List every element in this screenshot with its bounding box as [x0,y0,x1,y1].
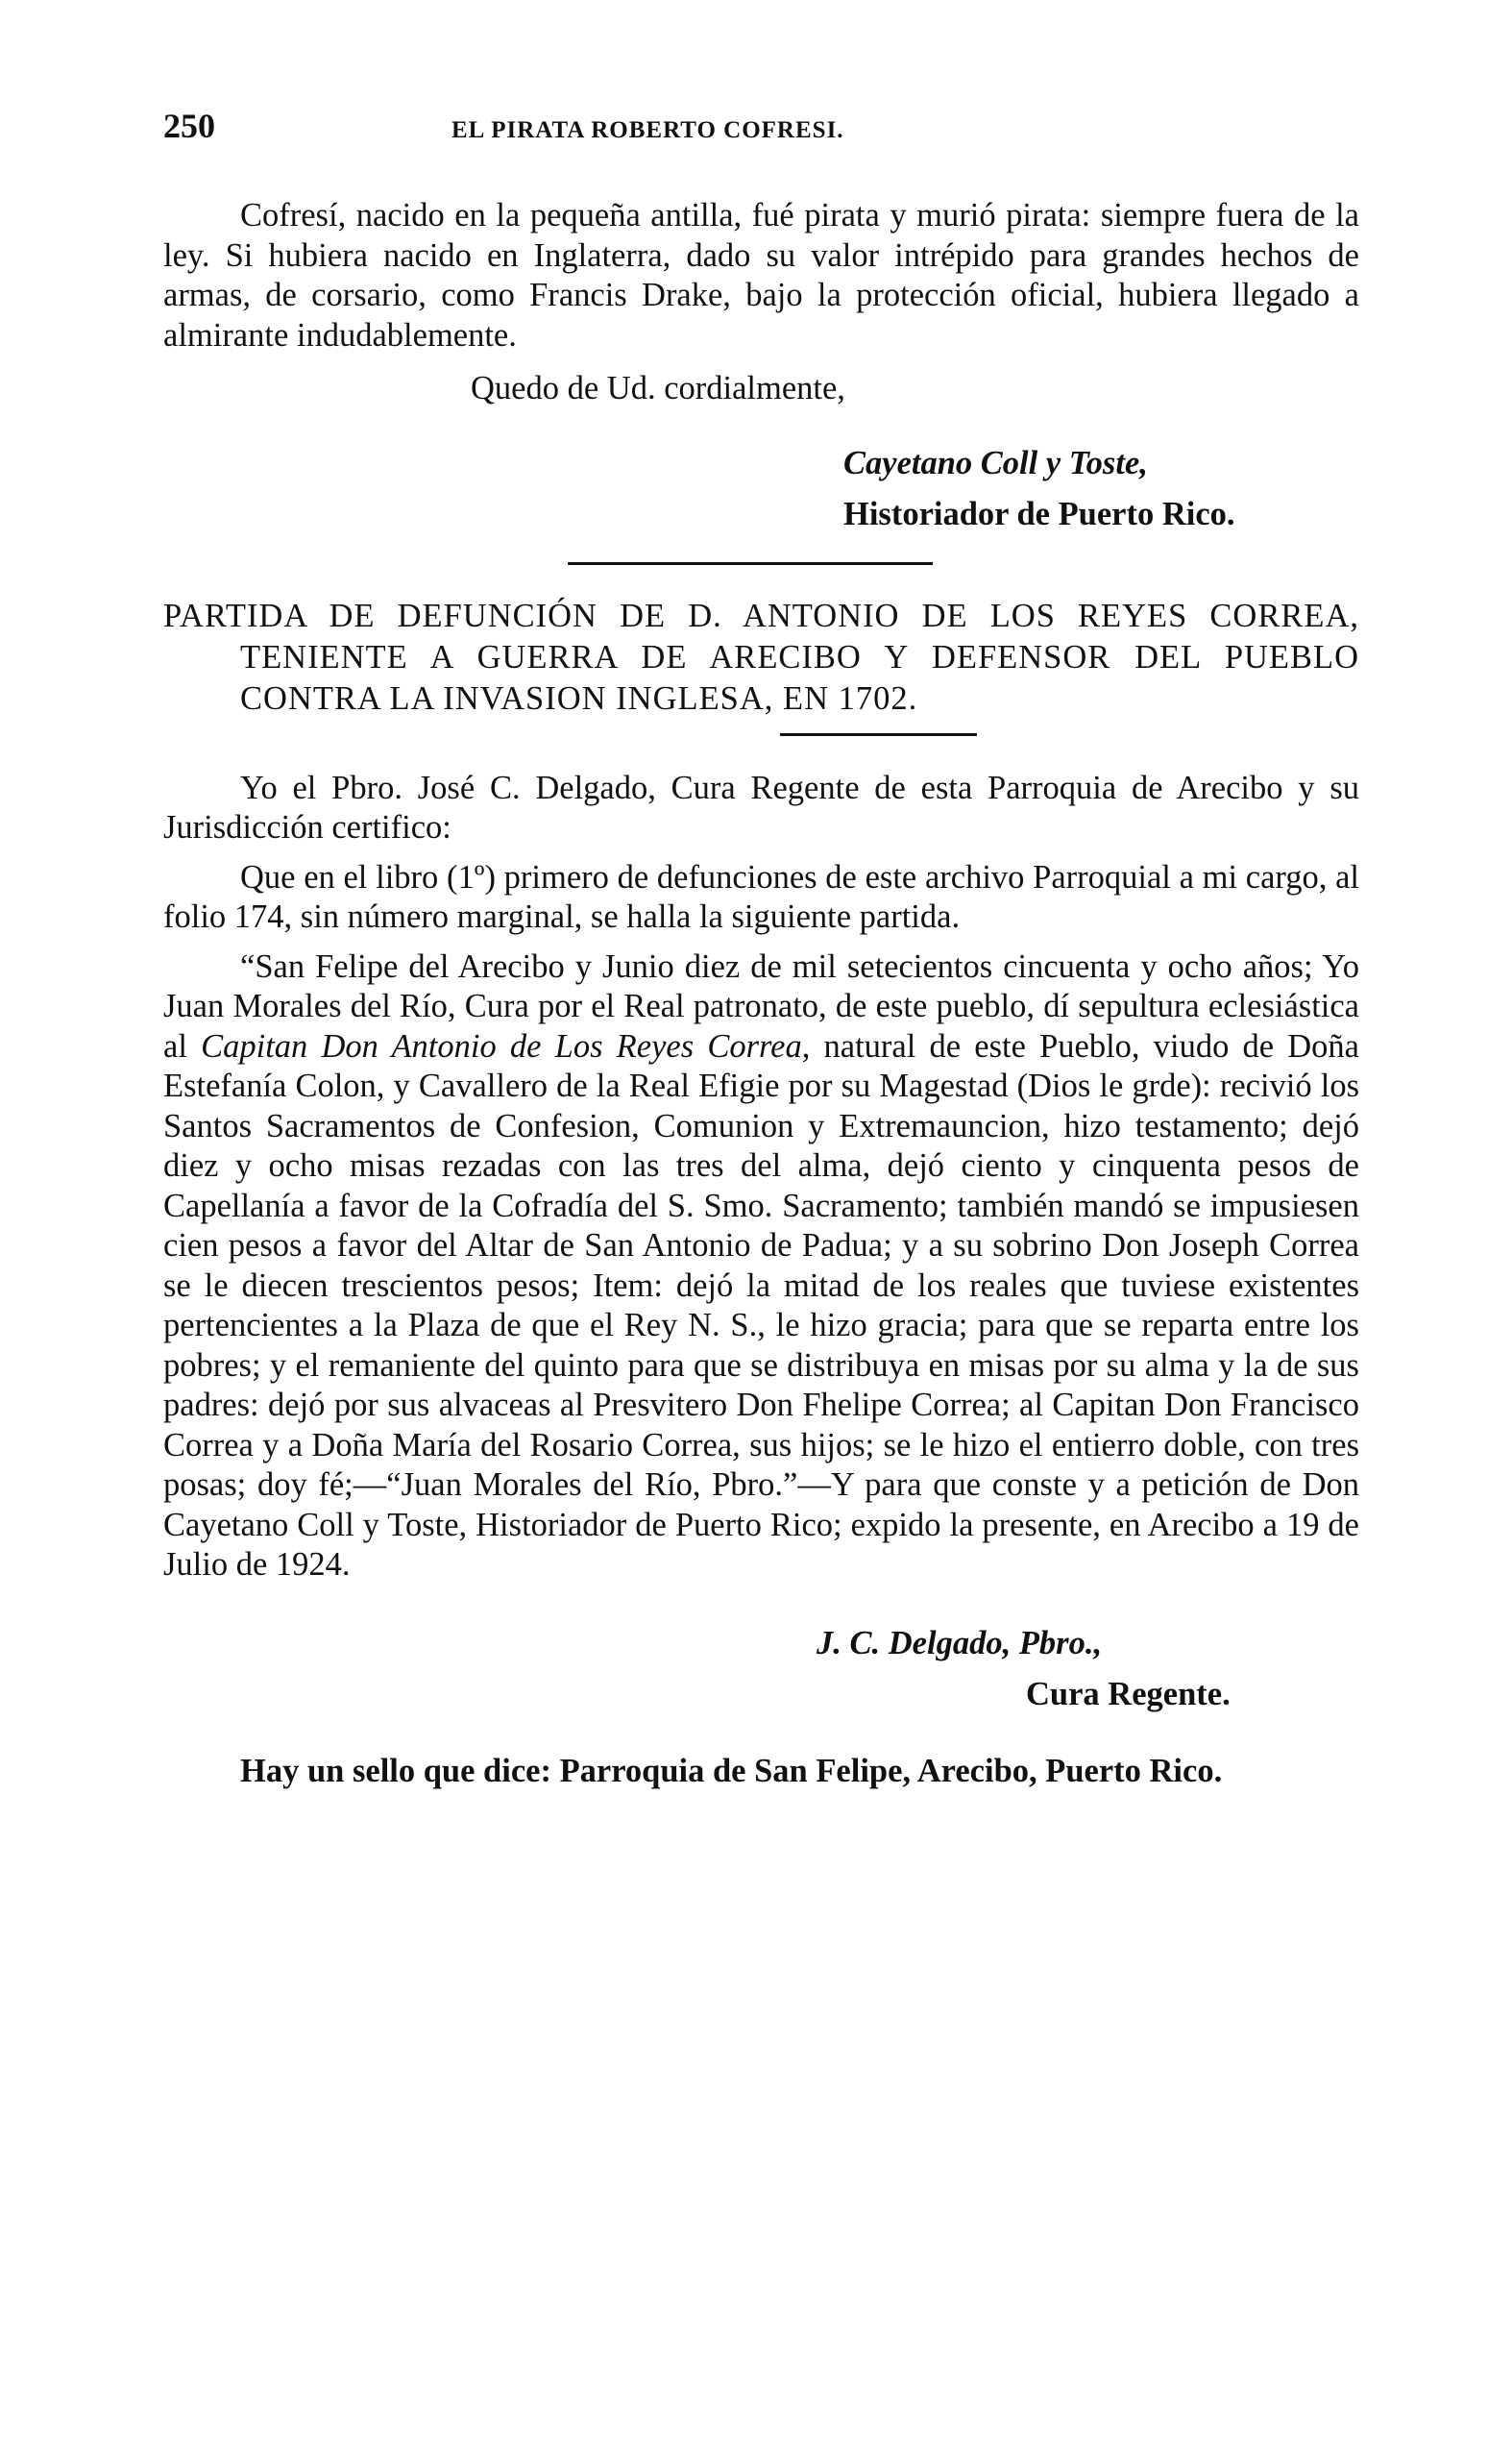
burial-entry-text-2: , natural de este Pueblo, viudo de Doña Estefanía Colon, y Cavallero de la Real Efigie por su Magestad (Dios le grde): recivió los Santos Sacramentos de Confesion, Comunion y Extremauncion, hizo testamento; dejó diez y ocho misas rezadas con las tres del alma, dejó ciento y cinquenta pesos de Capellanía a favor de la Cofradía del S. Smo. Sacramento; también mandó se impusiesen cien pesos a favor del Altar de San Antonio de Padua; y a su sobrino Don Joseph Correa se le diecen trescientos pesos; Item: dejó la mitad de los reales que tuviese existentes pertencientes a la Plaza de que el Rey N. S., le hizo gracia; para que se reparta entre los pobres; y el remaniente del quinto para que se distribuya en misas por su alma y la de sus padres: dejó por sus alvaceas al Presvitero Don Fhelipe Correa; al Capitan Don Francisco Correa y a Doña María del Rosario Correa, sus hijos; se le hizo el entierro doble, con tres posas; doy fé;—“Juan Morales del Río, Pbro.”—Y para que conste y a petición de Don Cayetano Coll y Toste, Historiador de Puerto Rico; expido la presente, en Arecibo a 19 de Julio de 1924. [163,1027,1359,1583]
page-header [163,106,1359,146]
running-head: EL PIRATA ROBERTO COFRESI. [451,117,844,143]
letter-paragraph: Cofresí, nacido en la pequeña antilla, fué pirata y murió pirata: siempre fuera de la ley. Si hubiera nacido en Inglaterra, dado su valor intrépido para grandes hechos de armas, de corsario, como Francis Drake, bajo la protección oficial, hubiera llegado a almirante indudablemente. [163,197,1359,354]
letter-closing: Quedo de Ud. cordialmente, [471,370,845,406]
letter-signature-title: Historiador de Puerto Rico. [843,496,1235,532]
burial-entry-paragraph [163,947,1359,1586]
priest-signature-name: J. C. Delgado, Pbro., [817,1624,1103,1661]
burial-entry-italic-name: Capitan Don Antonio de Los Reyes Correa [201,1027,802,1065]
letter-signature-name: Cayetano Coll y Toste, [843,444,1148,481]
title-divider [780,733,977,736]
book-page [163,106,1359,1791]
record-reference-paragraph: Que en el libro (1º) primero de defunciones de este archivo Parroquial a mi cargo, al folio 174, sin número marginal, se halla la siguiente partida. [163,858,1359,935]
certification-paragraph: Yo el Pbro. José C. Delgado, Cura Regente de esta Parroquia de Arecibo y su Jurisdicción certifico: [163,769,1359,846]
section-divider [568,562,933,565]
priest-signature-title: Cura Regente. [1026,1676,1231,1712]
seal-note: Hay un sello que dice: Parroquia de San Felipe, Arecibo, Puerto Rico. [240,1752,1223,1789]
burial-entry-text-1: “San Felipe del Arecibo y Junio diez de mil setecientos cincuenta y ocho años; Yo Juan Morales del Río, Cura por el Real patronato, de este pueblo, dí sepultura eclesiástica al [163,947,1359,1065]
document-title: PARTIDA DE DEFUNCIÓN DE D. ANTONIO DE LOS REYES CORREA, TENIENTE A GUERRA DE ARECIBO Y DEFENSOR DEL PUEBLO CONTRA LA INVASION INGLESA, EN 1702. [163,597,1359,717]
page-number: 250 [163,107,215,145]
